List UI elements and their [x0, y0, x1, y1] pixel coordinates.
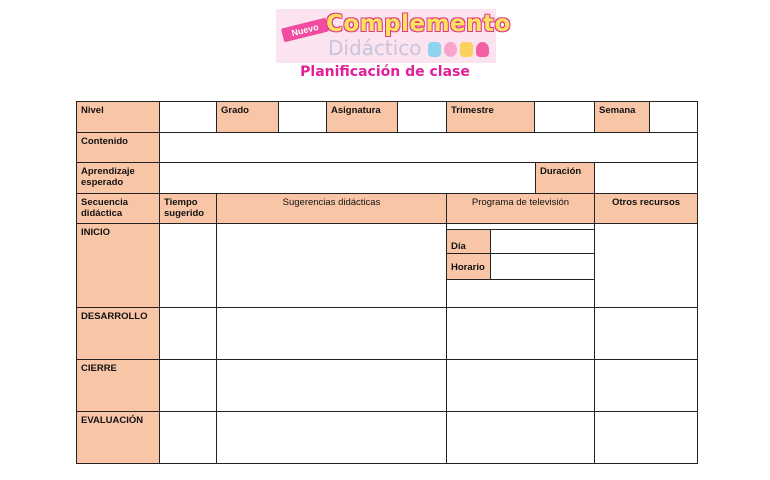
cierre-programa-field[interactable] — [446, 359, 595, 412]
desarrollo-tiempo-field[interactable] — [159, 307, 217, 360]
horario-label: Horario — [446, 253, 491, 280]
cierre-label: CIERRE — [76, 359, 160, 412]
evaluacion-tiempo-field[interactable] — [159, 411, 217, 464]
desarrollo-programa-field[interactable] — [446, 307, 595, 360]
horario-field[interactable] — [490, 253, 595, 280]
asignatura-field[interactable] — [397, 101, 447, 133]
programa-header: Programa de televisión — [446, 193, 595, 224]
tiempo-header: Tiempo sugerido — [159, 193, 217, 224]
asignatura-label: Asignatura — [326, 101, 398, 133]
logo-title: Complemento — [326, 11, 511, 37]
inicio-label: INICIO — [76, 223, 160, 308]
sugerencias-header: Sugerencias didácticas — [216, 193, 447, 224]
aprendizaje-label: Aprendizaje esperado — [76, 162, 160, 194]
semana-label: Semana — [594, 101, 650, 133]
page-title: Planificación de clase — [300, 64, 470, 80]
secuencia-header: Secuencia didáctica — [76, 193, 160, 224]
evaluacion-label: EVALUACIÓN — [76, 411, 160, 464]
trimestre-field[interactable] — [534, 101, 595, 133]
inicio-sugerencias-field[interactable] — [216, 223, 447, 308]
evaluacion-otros-field[interactable] — [594, 411, 698, 464]
trimestre-label: Trimestre — [446, 101, 535, 133]
logo-nuevo-badge: Nuevo — [281, 18, 329, 43]
inicio-otros-field[interactable] — [594, 223, 698, 308]
dia-label: Día — [446, 229, 491, 254]
desarrollo-label: DESARROLLO — [76, 307, 160, 360]
cierre-tiempo-field[interactable] — [159, 359, 217, 412]
nivel-field[interactable] — [159, 101, 217, 133]
logo-subtitle: Didáctico — [328, 36, 422, 60]
dia-field[interactable] — [490, 229, 595, 254]
semana-field[interactable] — [649, 101, 698, 133]
nivel-label: Nivel — [76, 101, 160, 133]
cierre-sugerencias-field[interactable] — [216, 359, 447, 412]
contenido-label: Contenido — [76, 132, 160, 163]
inicio-tiempo-field[interactable] — [159, 223, 217, 308]
desarrollo-otros-field[interactable] — [594, 307, 698, 360]
cierre-otros-field[interactable] — [594, 359, 698, 412]
grado-label: Grado — [216, 101, 279, 133]
evaluacion-programa-field[interactable] — [446, 411, 595, 464]
evaluacion-sugerencias-field[interactable] — [216, 411, 447, 464]
desarrollo-sugerencias-field[interactable] — [216, 307, 447, 360]
otros-header: Otros recursos — [594, 193, 698, 224]
duracion-field[interactable] — [594, 162, 698, 194]
grado-field[interactable] — [278, 101, 327, 133]
aprendizaje-field[interactable] — [159, 162, 536, 194]
duracion-label: Duración — [535, 162, 595, 194]
contenido-field[interactable] — [159, 132, 698, 163]
